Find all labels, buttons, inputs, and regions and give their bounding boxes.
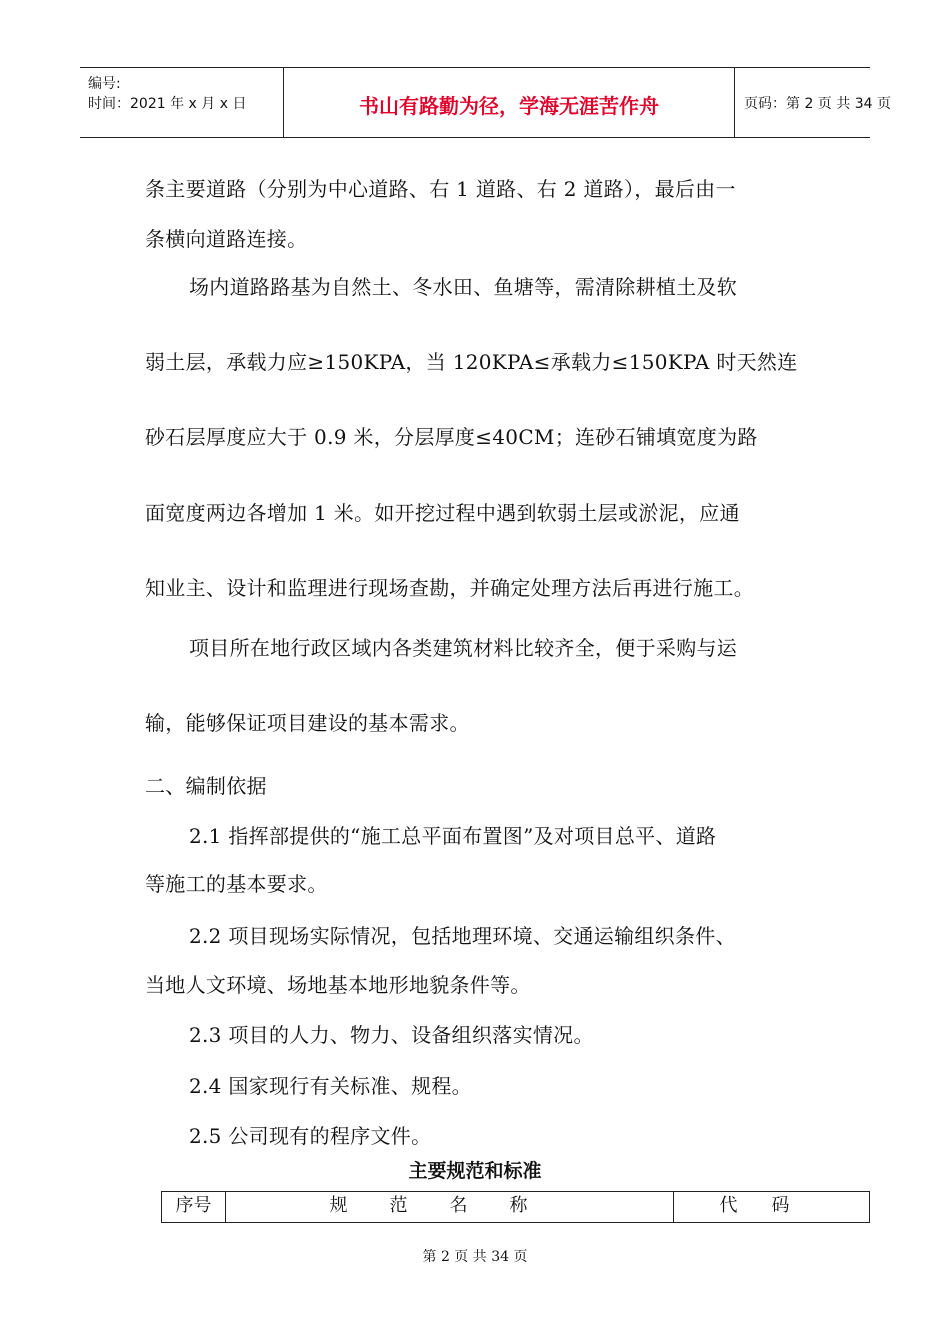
- header-motto: 书山有路勤为径，学海无涯苦作舟: [359, 94, 659, 118]
- header-table: [80, 67, 891, 138]
- body-line: 弱土层，承载力应≥150KPA，当 120KPA≤承载力≤150KPA 时天然连: [145, 350, 798, 374]
- body-line: 2.4 国家现行有关标准、规程。: [189, 1074, 472, 1098]
- body-line: 项目所在地行政区域内各类建筑材料比较齐全，便于采购与运: [189, 636, 738, 660]
- body-line: 知业主、设计和监理进行现场查勘，并确定处理方法后再进行施工。: [145, 576, 754, 600]
- page-footer: 第 2 页 共 34 页: [422, 1249, 528, 1265]
- document-number-label: 编号:: [88, 76, 121, 92]
- header-page-info: 页码：第 2 页 共 34 页: [744, 96, 891, 112]
- section-heading: 二、编制依据: [145, 774, 267, 798]
- table-title: 主要规范和标准: [408, 1160, 542, 1182]
- body-line: 输，能够保证项目建设的基本需求。: [145, 711, 470, 735]
- body-line: 砂石层厚度应大于 0.9 米，分层厚度≤40CM；连砂石铺填宽度为路: [145, 425, 758, 449]
- body-line: 等施工的基本要求。: [145, 872, 328, 896]
- table-header-index: 序号: [162, 1192, 226, 1222]
- body-line: 场内道路路基为自然土、冬水田、鱼塘等，需清除耕植土及软: [189, 275, 738, 299]
- body-line: 2.2 项目现场实际情况，包括地理环境、交通运输组织条件、: [189, 924, 736, 948]
- header-meta-cell: [80, 68, 283, 137]
- body-line: 当地人文环境、场地基本地形地貌条件等。: [145, 973, 531, 997]
- body-line: 2.1 指挥部提供的“施工总平面布置图”及对项目总平、道路: [189, 824, 717, 848]
- header-page-cell: [734, 68, 891, 137]
- body-line: 2.3 项目的人力、物力、设备组织落实情况。: [189, 1023, 594, 1047]
- body-line: 条主要道路（分别为中心道路、右 1 道路、右 2 道路），最后由一: [145, 177, 736, 201]
- table-header-name: 规范名称: [226, 1192, 674, 1222]
- standards-table: [161, 1191, 870, 1223]
- body-line: 条横向道路连接。: [145, 227, 308, 251]
- table-header-code: 代码: [719, 1195, 824, 1216]
- document-date-label: 时间：2021 年 x 月 x 日: [88, 96, 247, 112]
- body-line: 面宽度两边各增加 1 米。如开挖过程中遇到软弱土层或淤泥，应通: [145, 501, 740, 525]
- body-line: 2.5 公司现有的程序文件。: [189, 1124, 432, 1148]
- header-motto-cell: [283, 68, 735, 137]
